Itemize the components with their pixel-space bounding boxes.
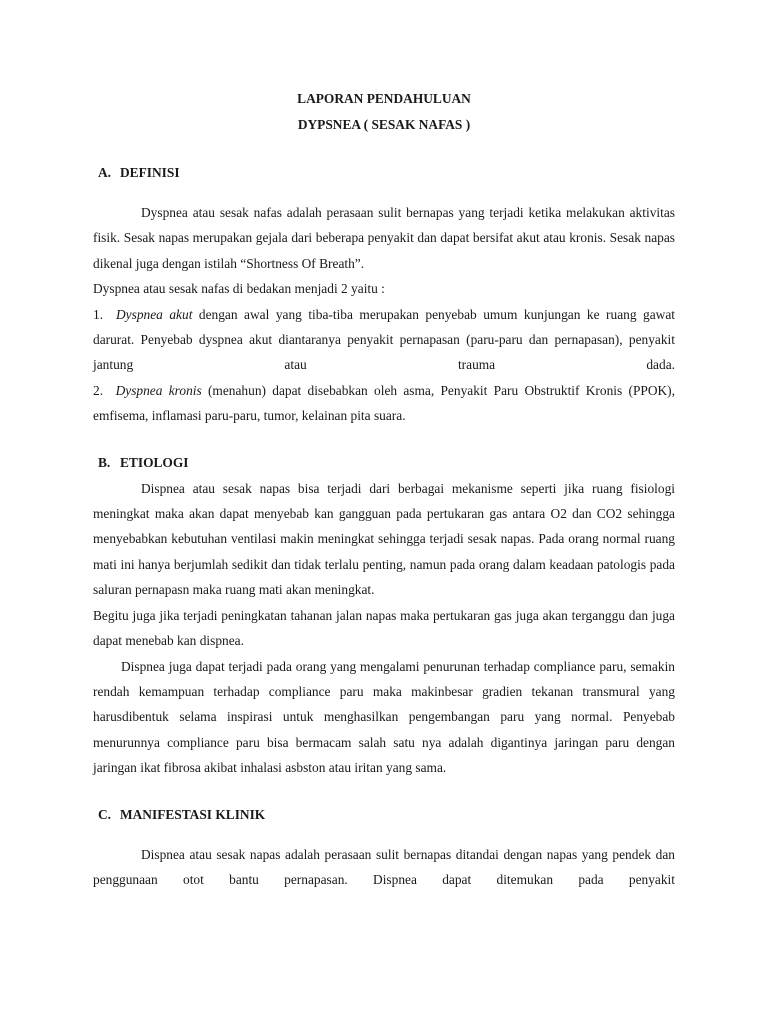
- etiologi-paragraph-1: Dispnea atau sesak napas bisa terjadi dari berbagai mekanisme seperti jika ruang fisiologi meningkat maka akan dapat menyebab kan gangguan pada pertukaran gas antara O2 dan CO2 sehingga menyebabkan kebutuhan ventilasi makin meningkat sehingga terjadi sesak napas. Pada orang normal ruang mati ini hanya berjumlah sedikit dan tidak terlalu penting, namun pada orang dalam keadaan patologis pada saluran pernapasn maka ruang mati akan meningkat.: [93, 480, 675, 598]
- definisi-paragraph-1: Dyspnea atau sesak nafas adalah perasaan sulit bernapas yang terjadi ketika melakukan aktivitas fisik. Sesak napas merupakan gejala dari beberapa penyakit dan dapat bersifat akut atau kronis. Sesak napas dikenal juga dengan istilah “Shortness Of Breath”.: [93, 205, 675, 271]
- section-b-number: B.: [98, 454, 111, 470]
- definisi-list-item-1: [93, 302, 675, 378]
- definisi-list-item-2: [93, 378, 675, 429]
- list-item-2-number: 2.: [93, 382, 104, 398]
- definisi-paragraph-2: Dyspnea atau sesak nafas di bedakan menjadi 2 yaitu :: [93, 281, 385, 297]
- document-title: LAPORAN PENDAHULUAN: [297, 91, 471, 106]
- section-a-number: A.: [98, 165, 112, 180]
- section-c-heading: [93, 802, 675, 828]
- section-c-title: MANIFESTASI KLINIK: [120, 806, 266, 822]
- etiologi-paragraph-2: Begitu juga jika terjadi peningkatan tahanan jalan napas maka pertukaran gas juga akan terganggu dan juga dapat menebab kan dispnea.: [93, 607, 675, 649]
- section-a-title: DEFINISI: [120, 165, 180, 180]
- list-item-1-text: dengan awal yang tiba-tiba merupakan penyebab umum kunjungan ke ruang gawat darurat. Penyebab dyspnea akut diantaranya penyakit pernapasan (paru-paru dan pernapasan), penyakit jantung atau trauma dada.: [93, 306, 675, 373]
- section-b-title: ETIOLOGI: [120, 454, 189, 470]
- etiologi-paragraph-3: Dispnea juga dapat terjadi pada orang yang mengalami penurunan terhadap compliance paru, semakin rendah kemampuan terhadap compliance paru maka makinbesar gradien tekanan transmural yang harusdibentuk selama inspirasi untuk menghasilkan pengembangan paru yang normal. Penyebab menurunnya compliance paru bisa bermacam salah satu nya adalah digantinya jaringan paru dengan jaringan ikat fibrosa akibat inhalasi asbston atau iritan yang sama.: [93, 658, 675, 776]
- manifestasi-paragraph-1: Dispnea atau sesak napas adalah perasaan sulit bernapas ditandai dengan napas yang pendek dan penggunaan otot bantu pernapasan. Dispnea dapat ditemukan pada penyakit: [93, 846, 675, 887]
- section-c-number: C.: [98, 806, 112, 822]
- section-a-heading: [93, 160, 675, 186]
- list-item-1-number: 1.: [93, 306, 104, 322]
- list-item-2-term: Dyspnea kronis: [115, 382, 202, 398]
- section-b-heading: [93, 450, 675, 476]
- list-item-1-term: Dyspnea akut: [116, 306, 193, 322]
- document-subtitle: DYPSNEA ( SESAK NAFAS ): [297, 117, 471, 132]
- list-item-2-text: (menahun) dapat disebabkan oleh asma, Penyakit Paru Obstruktif Kronis (PPOK), emfisema, inflamasi paru-paru, tumor, kelainan pita suara.: [93, 382, 675, 424]
